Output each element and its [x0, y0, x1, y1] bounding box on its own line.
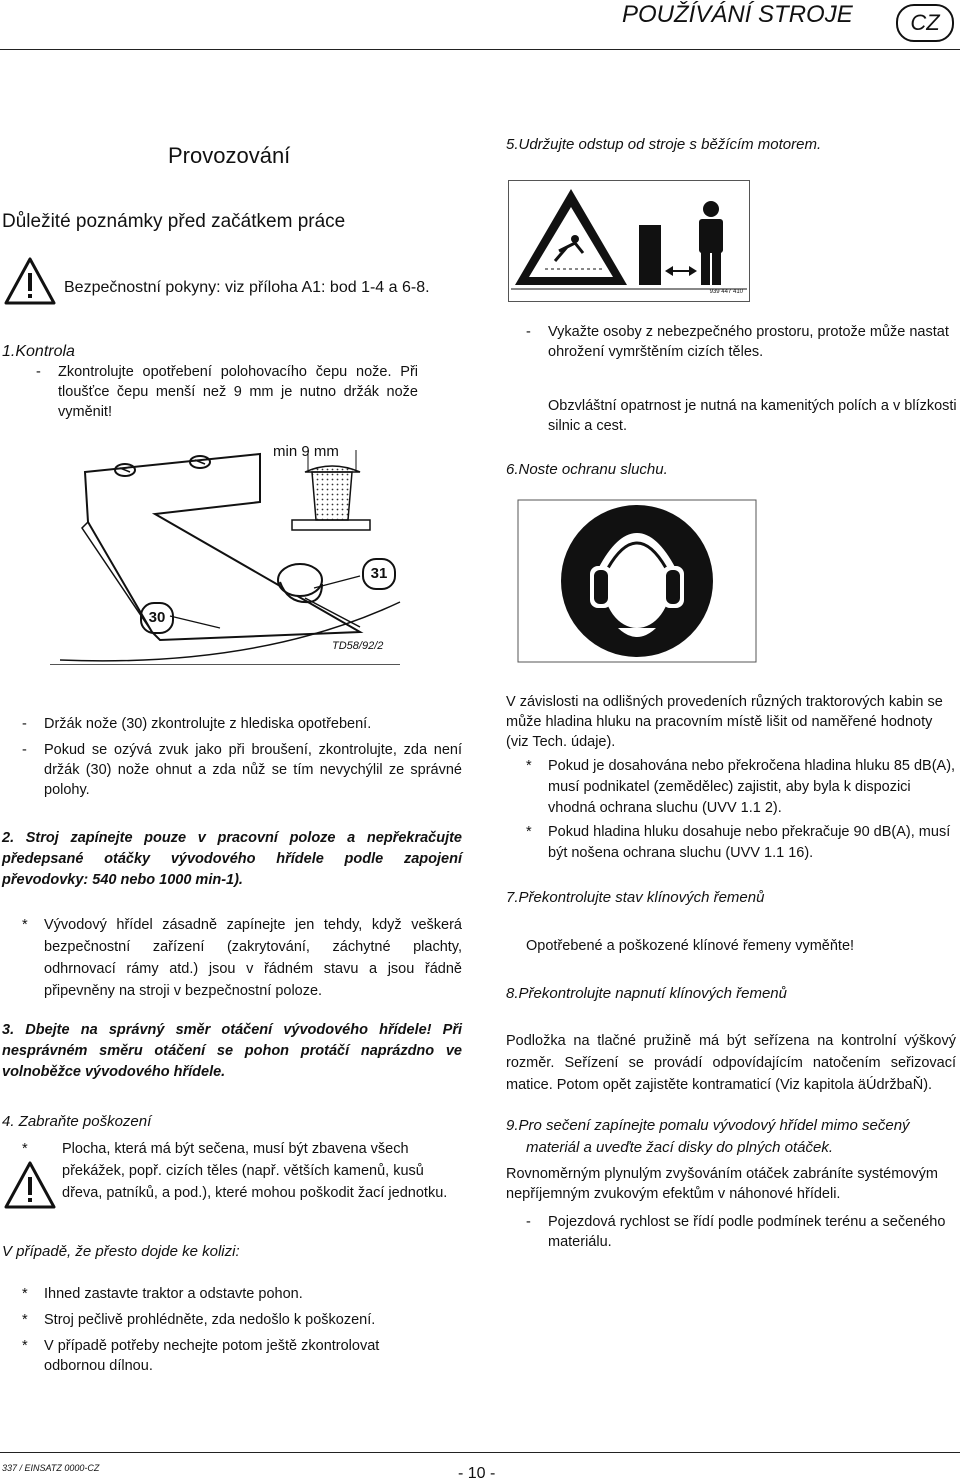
step-4-item: * Plocha, která má být sečena, musí být zbavena všech překážek, popř. cizích těles (např. větších kamenů, kusů dřeva, patníků, a pod.), které mohou poškodit žací jednotku.: [22, 1141, 448, 1201]
step-9-item: - Pojezdová rychlost se řídí podle podmínek terénu a sečeného materiálu.: [526, 1214, 946, 1250]
noise-intro: V závislosti na odlišných provedeních různých traktorových kabin se může hladina hluku na pracovním místě lišit od naměřené hodnoty (viz Tech. údaje).: [506, 694, 943, 750]
distance-warning-sign: [508, 180, 750, 302]
collision-title: V případě, že přesto dojde ke kolizi:: [2, 1243, 240, 1260]
footer-rule: [0, 1452, 960, 1453]
step-5-item: - Vykažte osoby z nebezpečného prostoru, protože může nastat ohrožení vymrštěním cizích těles.: [526, 324, 949, 360]
page-header-title: POUŽÍVÁNÍ STROJE: [622, 1, 853, 28]
warning-icon: [4, 1160, 56, 1210]
step-7-text: Opotřebené a poškozené klínové řemeny vyměňte!: [526, 938, 855, 954]
step-6: 6.Noste ochranu sluchu.: [506, 461, 668, 478]
dimension-label: min 9 mm: [273, 443, 339, 460]
noise-item: * Pokud hladina hluku dosahuje nebo překračuje 90 dB(A), musí být nošena ochrana sluchu (UVV 1.1 16).: [526, 824, 951, 861]
step-5-note: Obzvláštní opatrnost je nutná na kamenitých polích a v blízkosti silnic a cest.: [548, 398, 957, 434]
step-2-note: * Vývodový hřídel zásadně zapínejte jen tehdy, když veškerá bezpečnostní zařízení (zakrytování, záchytné plachty, odhrnovací rámy atd.) jsou v řádném stavu a jsou řádně připevněny na stroji v bezpečnostní poloze.: [22, 917, 462, 999]
warning-icon: [4, 256, 56, 306]
step-2: 2. Stroj zapínejte pouze v pracovní poloze a nepřekračujte předepsané otáčky vývodového hřídele podle zapojení převodovky: 540 nebo 1000 min-1).: [2, 830, 462, 888]
hearing-protection-icon: [518, 500, 756, 662]
collision-item: * Stroj pečlivě prohlédněte, zda nedošlo k poškození.: [22, 1312, 376, 1328]
step-7: 7.Překontrolujte stav klínových řemenů: [506, 889, 765, 906]
step-9-title-cont: materiál a uveďte žací disky do plných otáček.: [526, 1139, 834, 1156]
step-5: 5.Udržujte odstup od stroje s běžícím motorem.: [506, 136, 822, 153]
callout-30: 30: [140, 602, 174, 634]
safety-reference: Bezpečnostní pokyny: viz příloha A1: bod 1-4 a 6-8.: [64, 279, 430, 296]
document-code: 337 / EINSATZ 0000-CZ: [2, 1463, 100, 1473]
dash-item: - Držák nože (30) zkontrolujte z hlediska opotřebení.: [22, 716, 372, 732]
header-rule: [0, 49, 960, 50]
language-badge: CZ: [896, 4, 954, 42]
figure-baseline: [50, 664, 400, 665]
thrown-objects-sign-icon: [509, 181, 749, 301]
sign-code: 939 447 410: [709, 289, 743, 295]
control-title: 1.Kontrola: [2, 343, 75, 360]
noise-item: * Pokud je dosahována nebo překročena hladina hluku 85 dB(A), musí podnikatel (zemědělec) zajistit, aby byla k dispozici vhodná ochrana sluchu (UVV 1.1 2).: [526, 758, 956, 816]
control-item: - Zkontrolujte opotřebení polohovacího čepu nože. Při tloušťce čepu menší než 9 mm je nutno držák nože vyměnit!: [36, 364, 418, 420]
step-9-text: Rovnoměrným plynulým zvyšováním otáček zabráníte systémovým nepříjemným zvukovým efektům v náhonové hřídeli.: [506, 1166, 938, 1202]
step-9-title: 9.Pro sečení zapínejte pomalu vývodový hřídel mimo sečený: [506, 1117, 910, 1134]
step-8-text: Podložka na tlačné pružině má být seřízena na kontrolní výškový rozměr. Seřízení se provádí odpovídajícím natočením seřizovací matice. Potom opět zajistěte kontramaticí (Viz kapitola äÚdržbaŇ).: [506, 1033, 956, 1093]
dash-item: - Pokud se ozývá zvuk jako při broušení, zkontrolujte, zda není držák (30) nože ohnut a zda nůž se tím nevychýlil ze správné polohy.: [22, 742, 462, 798]
collision-item: * V případě potřeby nechejte potom ještě zkontrolovat odbornou dílnou.: [22, 1338, 380, 1374]
step-3: 3. Dbejte na správný směr otáčení vývodového hřídele! Při nesprávném směru otáčení se pohon protáčí naprázdno ve volnoběžce vývodového hřídele.: [2, 1022, 462, 1080]
section-title: Provozování: [168, 143, 291, 168]
callout-31: 31: [362, 558, 396, 590]
step-4-title: 4. Zabraňte poškození: [2, 1113, 152, 1130]
figure-code: TD58/92/2: [332, 640, 384, 652]
step-8: 8.Překontrolujte napnutí klínových řemenů: [506, 985, 787, 1002]
notes-title: Důležité poznámky před začátkem práce: [2, 211, 346, 232]
page-number: - 10 -: [458, 1465, 496, 1482]
collision-item: * Ihned zastavte traktor a odstavte pohon.: [22, 1286, 303, 1302]
